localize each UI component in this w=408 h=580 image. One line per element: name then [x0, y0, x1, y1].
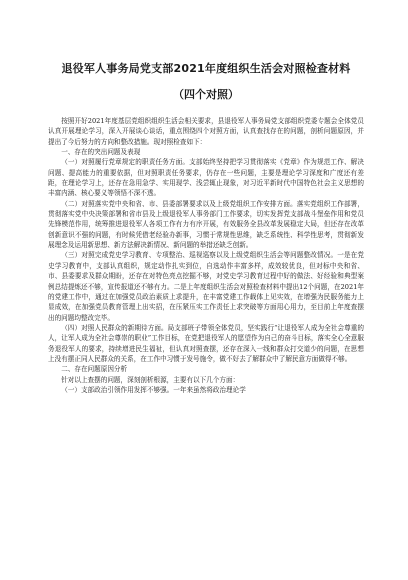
section-heading-problems: 一、存在的突出问题及表现 [61, 148, 141, 157]
paragraph-item-3: （三）对照完成党史学习教育、专项整治、巡视巡察以及上级党组织生活会等问题整改情况。一是在党史学习教育中，支部认真组织，规定动作扎实到位，自选动作丰富多样，成效较优良，但对标中央和省、市、县委要求及群众期盼，还存在对特色亮点挖掘不够，对党史学习教育过程中好的做法、好经验和典型案例总结提炼还不够，宣传报道还不够有力。二是上年度组织生活会对照检查材料中提出12个问题，在2021年的党建工作中，通过在加强党员政治素质上求提升，在丰富党建工作载体上见实效，在增强为民服务能力上显成效，在加强党员教育管理上出实招，在压紧压实工作责任上求突破等方面用心用力，至目前上年度查摆出的问题均整改完毕。 [48, 251, 364, 322]
intro-paragraph: 按照开好2021年度基层党组织组织生活会相关要求，县退役军人事务局党支部组织党委专题会全体党员认真开展理论学习，深入开展谈心谈话，重点围绕四个对照方面，认真查找存在的问题，剖析问题原因，并提出了今后努力的方向和整改措施。现对照检查如下： [48, 117, 364, 146]
document-body [48, 116, 364, 395]
paragraph-item-2: （二）对照落实党中央和省、市、县委部署要求以及上级党组织工作安排方面。落实党组织工作部署，贯彻落实党中央决策部署和省市县及上级退役军人事务部门工作要求，切实发挥党支部战斗堡垒作用和党员先锋模范作用，统筹推进退役军人各项工作有力有序开展，有效服务全县改革发展稳定大局，但还存在改革创新意识不强的问题，有时候凭借老经验办新事，习惯于常规性思维，缺乏系统性、科学性思考，贯彻新发展理念及运用新思想、新方法解决新情况、新问题的举措还缺乏创新。 [48, 199, 364, 250]
paragraph-causes-intro: 针对以上查摆的问题，深刻剖析根源，主要有以下几个方面： [61, 375, 240, 384]
document-subtitle: （四个对照） [173, 88, 239, 101]
document-page [48, 62, 364, 395]
document-title: 退役军人事务局党支部2021年度组织生活会对照检查材料 [61, 62, 351, 75]
section-heading-causes: 二、存在问题原因分析 [61, 365, 128, 374]
paragraph-item-1: （一）对照履行党章规定的职责任务方面。支部始终坚持把学习贯彻落实《党章》作为规范工作、解决问题、提高能力的重要依据，但对照职责任务要求，仍存在一些问题，主要是理论学习深度和广度还有差距，在理论学习上，还存在急用急学、实用现学、浅尝辄止现象，对习近平新时代中国特色社会主义思想的丰富内涵、核心要义等领悟不深不透。 [48, 158, 364, 198]
paragraph-item-4: （四）对照人民群众的新期待方面。局支部班子带领全体党员，坚实践行“让退役军人成为全社会尊重的人，让军人成为全社会尊崇的职业”工作目标，在党把退役军人的愿望作为自己的奋斗目标，落实全心全意服务退役军人的要求，持续增进民生福祉，但认真对照查摆，还存在深入一线和群众打交道少的问题，在思想上没有摆正同人民群众的关系，在工作中习惯于发号施令，做不好去了解群众中了解民意方面做得不够。 [48, 323, 364, 363]
paragraph-cause-1: （一）支部政治引领作用发挥不够强。一年来虽然将政治理论学 [61, 385, 246, 394]
